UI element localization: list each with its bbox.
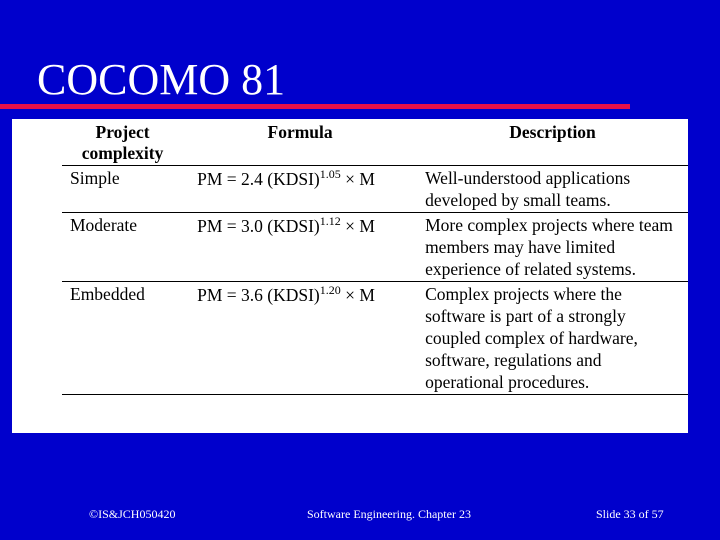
footer-course: Software Engineering. Chapter 23 [307,507,471,521]
title-underline [0,104,630,109]
table-row [62,282,688,395]
table-row [62,166,688,213]
row-description: Complex projects where the software is part of a strongly coupled complex of hardware, software, regulations and operational procedures. [425,284,638,392]
header-formula: Formula [267,122,333,142]
footer-slide-number: Slide 33 of 57 [596,507,664,521]
table-panel [12,119,688,433]
slide-title: COCOMO 81 [37,55,286,104]
formula-exponent: 1.20 [319,283,341,297]
cocomo-table [62,119,688,395]
row-description: More complex projects where team members may have limited experience of related systems. [425,215,673,279]
formula-exponent: 1.12 [319,214,341,228]
header-description: Description [509,122,596,142]
footer-copyright: ©IS&JCH050420 [89,507,176,521]
row-formula: PM = 3.0 (KDSI)$^{1.12}$ × M [197,214,375,236]
row-formula: PM = 2.4 (KDSI)$^{1.05}$ × M [197,167,375,189]
table-header-row [62,119,688,166]
row-formula: PM = 3.6 (KDSI)$^{1.20}$ × M [197,283,375,305]
row-complexity: Moderate [70,215,138,235]
row-description: Well-understood applications developed by small teams. [425,168,631,210]
row-complexity: Simple [70,168,120,188]
row-complexity: Embedded [70,284,145,304]
formula-exponent: 1.05 [319,167,341,181]
header-complexity: Project complexity [81,122,164,163]
table-row [62,213,688,282]
